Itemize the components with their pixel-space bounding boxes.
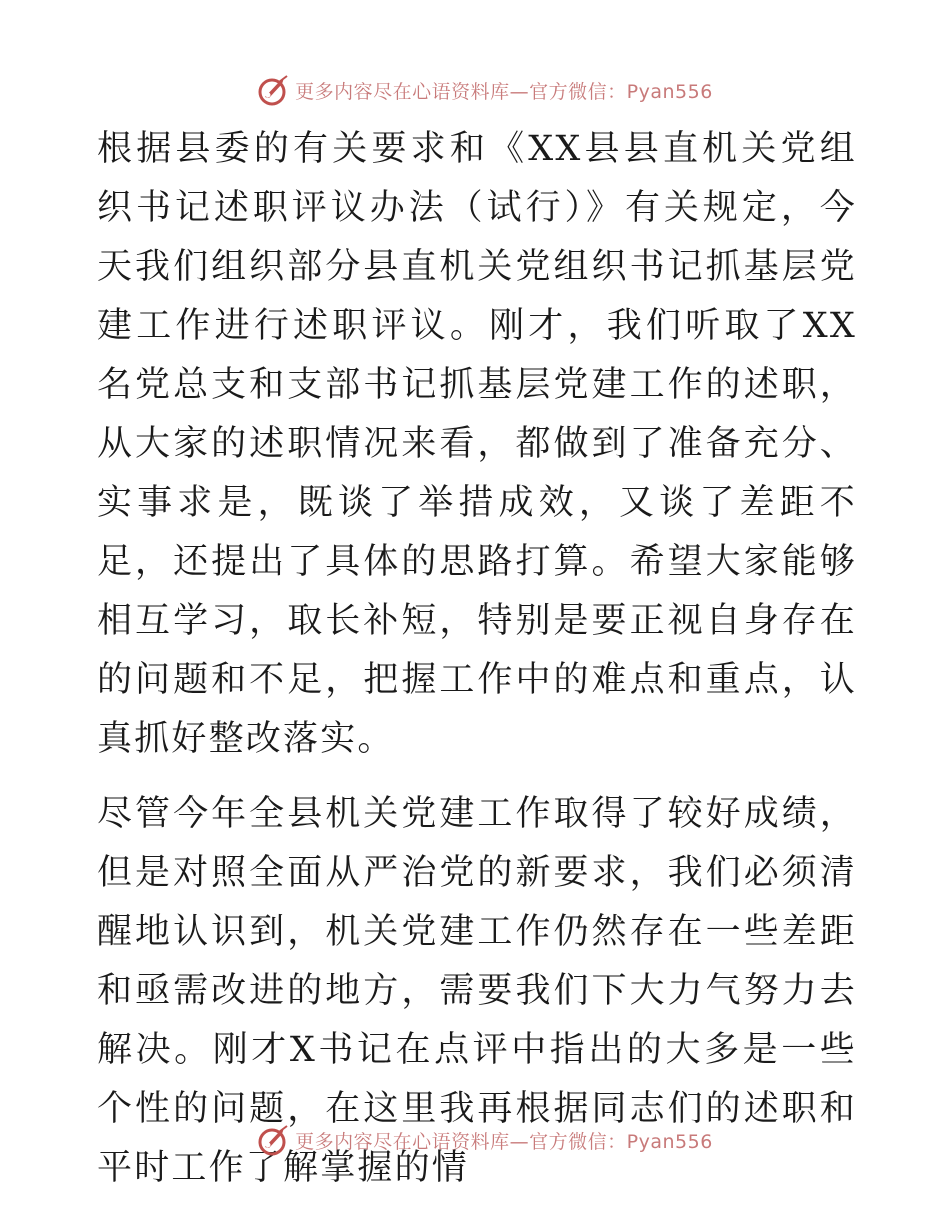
document-body	[97, 120, 857, 1198]
header-banner-text: 更多内容尽在心语资料库—官方微信：Pyan556	[295, 80, 713, 103]
paragraph-2: 尽管今年全县机关党建工作取得了较好成绩，但是对照全面从严治党的新要求，我们必须清醒地认识到，机关党建工作仍然存在一些差距和亟需改进的地方，需要我们下大力气努力去解决。刚才X书记在点评中指出的大多是一些个性的问题，在这里我再根据同志们的述职和平时工作了解掌握的情	[97, 794, 857, 1188]
quill-pen-logo-icon	[257, 73, 291, 107]
footer-banner	[0, 1120, 950, 1160]
footer-banner-content	[257, 1123, 713, 1157]
quill-pen-logo-icon	[257, 1123, 291, 1157]
footer-banner-text: 更多内容尽在心语资料库—官方微信：Pyan556	[295, 1130, 713, 1153]
header-banner-content	[257, 73, 713, 107]
header-banner	[0, 70, 950, 110]
paragraph-1: 根据县委的有关要求和《XX县县直机关党组织书记述职评议办法（试行）》有关规定，今天我们组织部分县直机关党组织书记抓基层党建工作进行述职评议。刚才，我们听取了XX名党总支和支部书记抓基层党建工作的述职，从大家的述职情况来看，都做到了准备充分、实事求是，既谈了举措成效，又谈了差距不足，还提出了具体的思路打算。希望大家能够相互学习，取长补短，特别是要正视自身存在的问题和不足，把握工作中的难点和重点，认真抓好整改落实。	[97, 129, 857, 759]
